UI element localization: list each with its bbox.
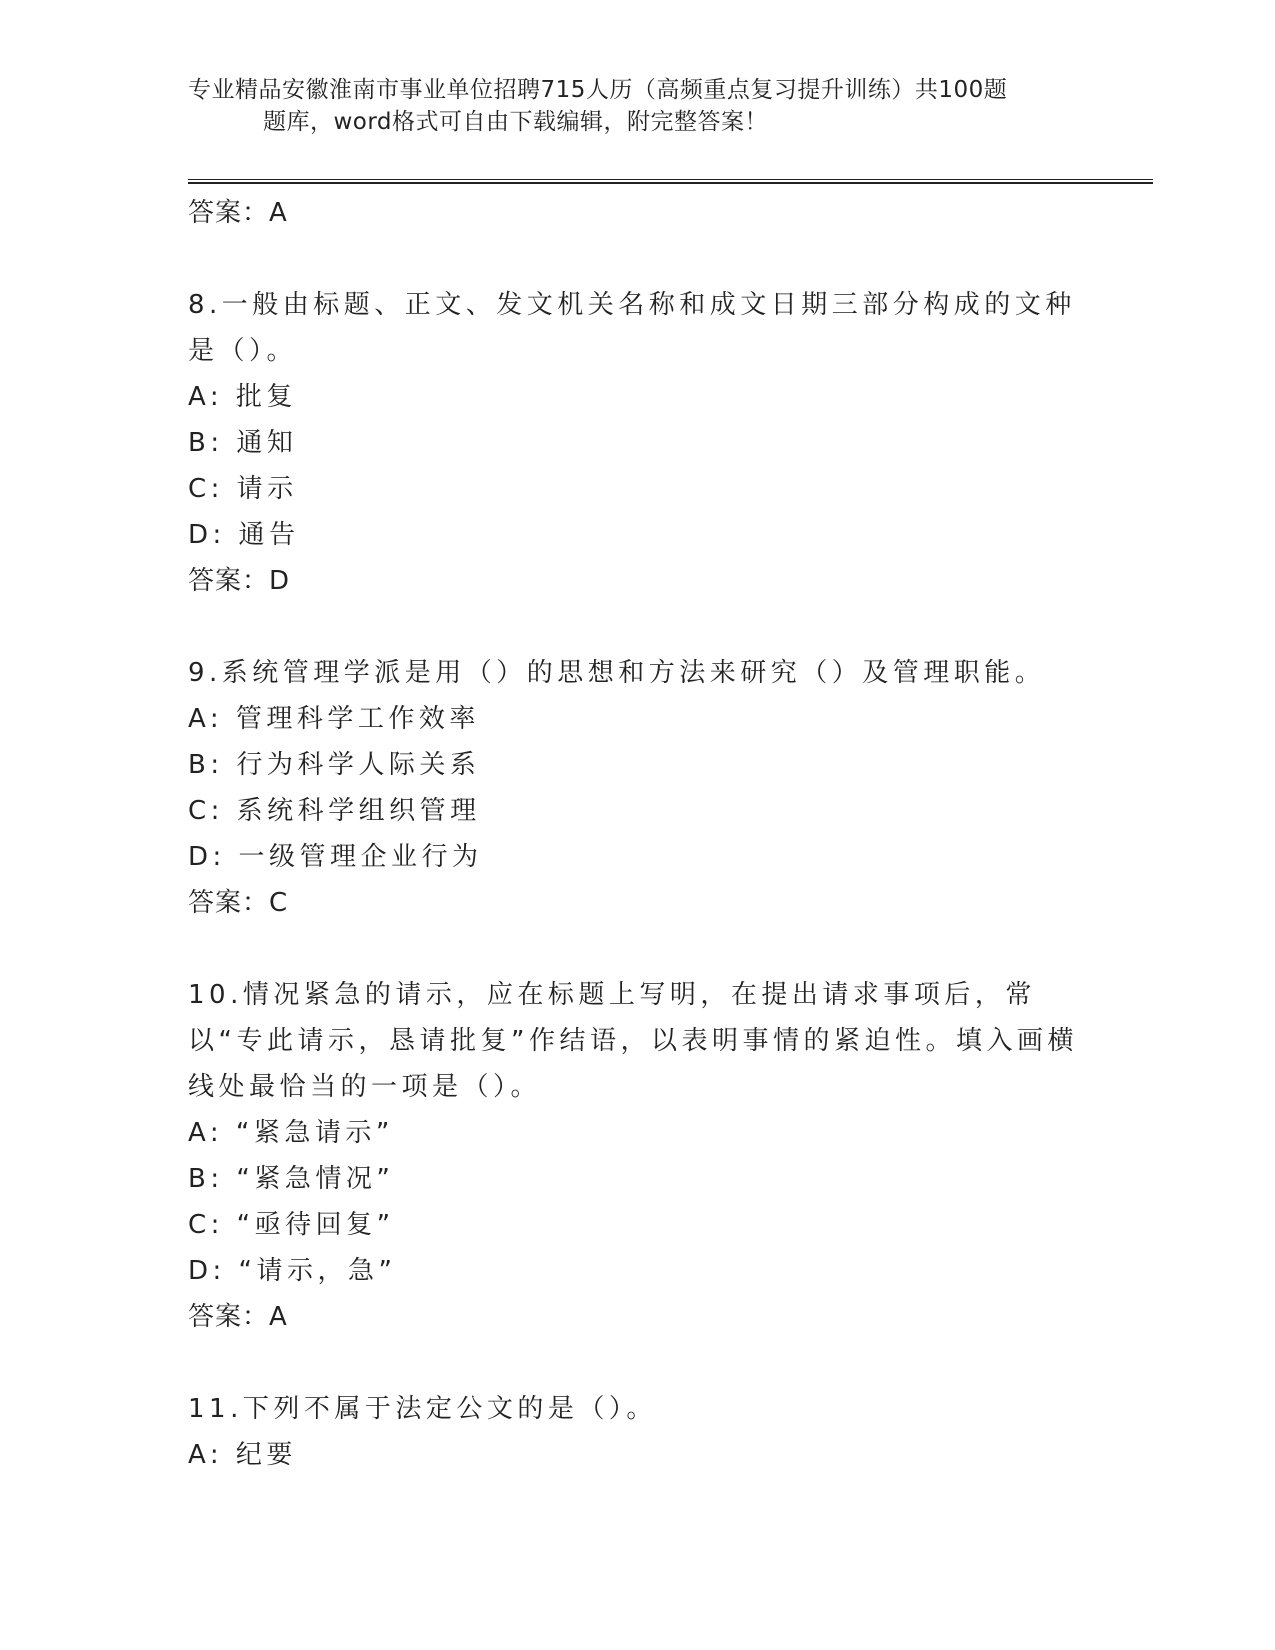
option-d: D: “请示，急” — [188, 1256, 397, 1286]
question-9 — [188, 650, 1088, 926]
header-divider-thin — [188, 179, 1153, 180]
option-a: A: “紧急请示” — [188, 1118, 394, 1148]
option-d: D: 一级管理企业行为 — [188, 842, 483, 872]
option-c: C: “亟待回复” — [188, 1210, 395, 1240]
spacer — [188, 926, 1088, 972]
answer-prev-question: 答案：A — [188, 198, 288, 228]
question-answer: 答案：C — [188, 888, 289, 918]
option-a: A: 批复 — [188, 382, 297, 412]
option-a: A: 管理科学工作效率 — [188, 704, 480, 734]
option-b: B: 行为科学人际关系 — [188, 750, 481, 780]
question-8 — [188, 282, 1088, 604]
spacer — [188, 1340, 1088, 1386]
option-c: C: 系统科学组织管理 — [188, 796, 481, 826]
question-stem: 9.系统管理学派是用（）的思想和方法来研究（）及管理职能。 — [188, 658, 1046, 688]
spacer — [188, 236, 1088, 282]
option-b: B: 通知 — [188, 428, 298, 458]
option-a: A: 纪要 — [188, 1440, 297, 1470]
document-header — [188, 74, 1068, 138]
question-stem: 11.下列不属于法定公文的是（）。 — [188, 1394, 657, 1424]
question-stem: 8.一般由标题、正文、发文机关名称和成文日期三部分构成的文种是（）。 — [188, 290, 1076, 366]
question-answer: 答案：A — [188, 1302, 288, 1332]
question-stem: 10.情况紧急的请示，应在标题上写明，在提出请求事项后，常以“专此请示，恳请批复”作结语，以表明事情的紧迫性。填入画横线处最恰当的一项是（）。 — [188, 980, 1078, 1102]
option-c: C: 请示 — [188, 474, 298, 504]
header-title-line1: 专业精品安徽淮南市事业单位招聘715人历（高频重点复习提升训练）共100题 — [188, 77, 1008, 103]
question-10 — [188, 972, 1088, 1340]
option-b: B: “紧急情况” — [188, 1164, 395, 1194]
header-title-line2: 题库，word格式可自由下载编辑，附完整答案！ — [263, 109, 769, 135]
question-answer: 答案：D — [188, 566, 291, 596]
header-divider-thick — [188, 182, 1153, 184]
question-list — [188, 190, 1088, 1478]
question-11 — [188, 1386, 1088, 1478]
option-d: D: 通告 — [188, 520, 300, 550]
spacer — [188, 604, 1088, 650]
